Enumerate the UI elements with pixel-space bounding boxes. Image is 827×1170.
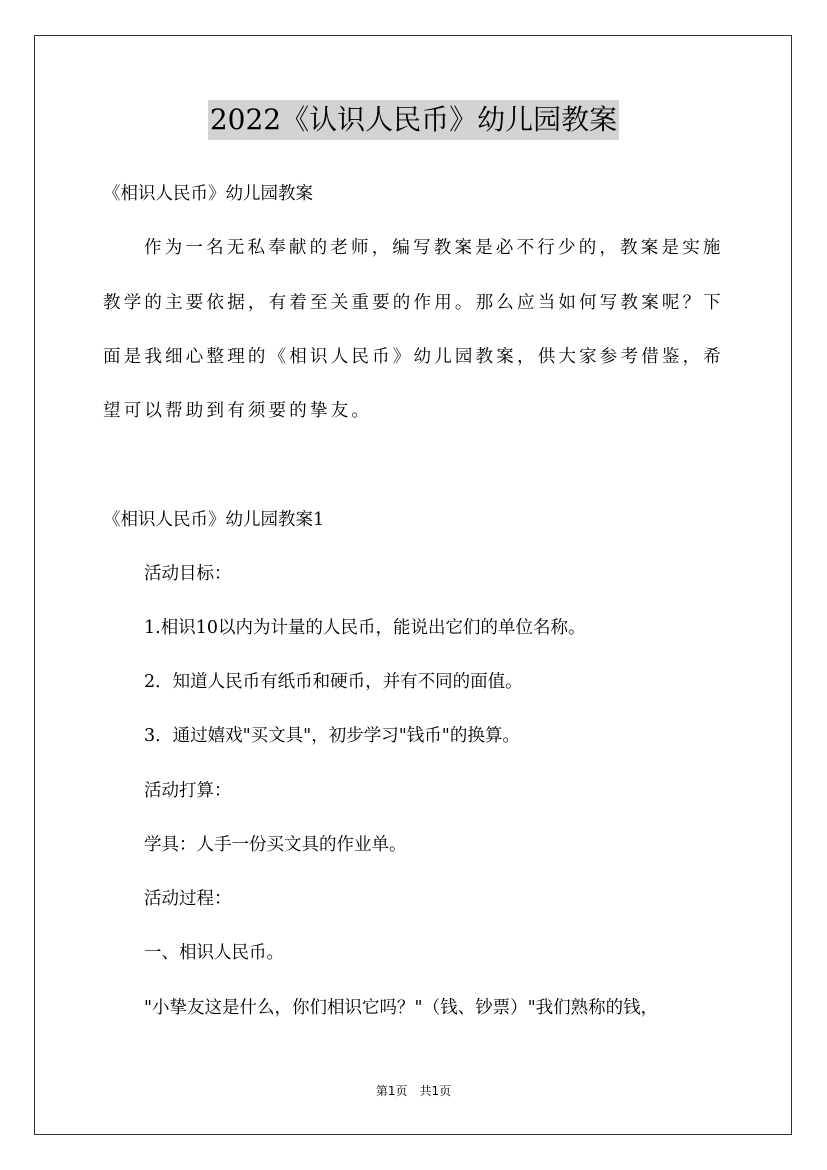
page-footer xyxy=(0,1082,827,1099)
intro-line-2: 教学的主要依据，有着至关重要的作用。那么应当如何写教案呢？下 xyxy=(103,293,724,313)
intro-line-3: 面是我细心整理的《相识人民币》幼儿园教案，供大家参考借鉴，希 xyxy=(103,347,724,367)
content-line: 2．知道人民币有纸币和硬币，并有不同的面值。 xyxy=(144,672,523,692)
content-line: 1.相识10以内为计量的人民币，能说出它们的单位名称。 xyxy=(144,618,586,638)
section-title: 《相识人民币》幼儿园教案1 xyxy=(103,510,325,530)
content-line: 3．通过嬉戏"买文具"，初步学习"钱币"的换算。 xyxy=(144,726,520,746)
title-container xyxy=(0,100,827,140)
content-line: "小挚友这是什么，你们相识它吗？"（钱、钞票）"我们熟称的钱， xyxy=(144,998,659,1018)
intro-line-4: 望可以帮助到有须要的挚友。 xyxy=(103,401,373,421)
document-title: 2022《认识人民币》幼儿园教案 xyxy=(208,100,619,140)
content-line: 学具：人手一份买文具的作业单。 xyxy=(144,835,407,855)
page-number: 第1页 共1页 xyxy=(375,1084,452,1098)
content-line: 活动目标： xyxy=(144,564,232,584)
content-line: 一、相识人民币。 xyxy=(144,943,284,963)
intro-line-1: 作为一名无私奉献的老师，编写教案是必不行少的，教案是实施 xyxy=(144,238,724,258)
content-line: 活动打算： xyxy=(144,781,232,801)
content-line: 活动过程： xyxy=(144,889,232,909)
document-subtitle: 《相识人民币》幼儿园教案 xyxy=(103,184,313,204)
